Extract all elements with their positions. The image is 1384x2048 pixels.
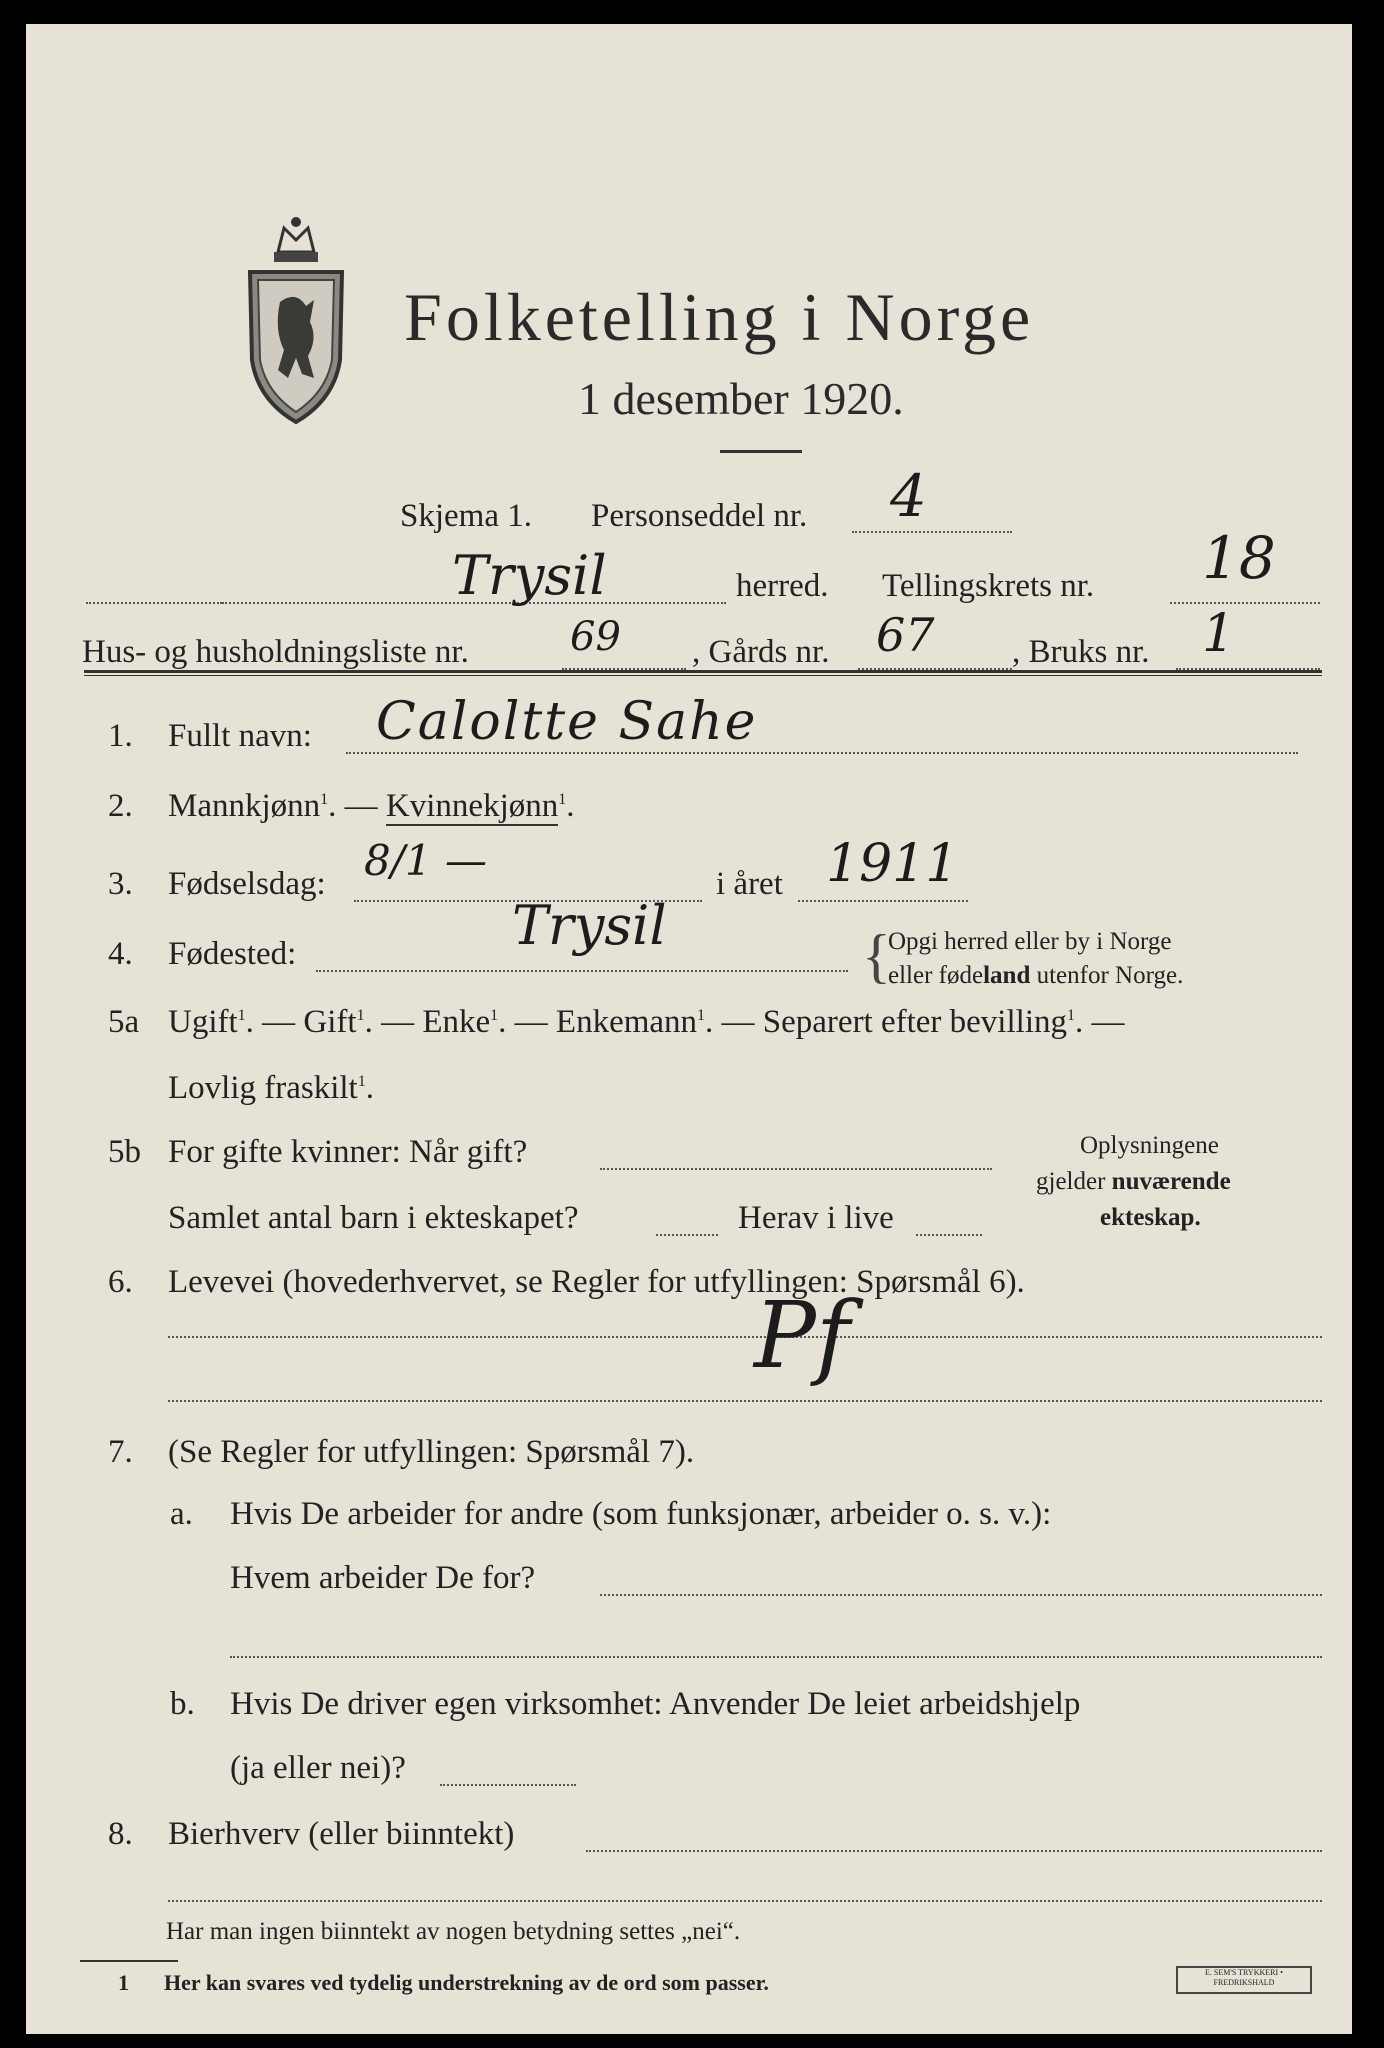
q5b-note-3: ekteskap. bbox=[1100, 1204, 1201, 1231]
q4-line bbox=[316, 970, 848, 972]
tellingskrets-label: Tellingskrets nr. bbox=[882, 568, 1095, 604]
q3-year-line bbox=[798, 900, 968, 902]
husholdning-label: Hus- og husholdningsliste nr. bbox=[82, 634, 469, 670]
birthplace-value: Trysil bbox=[512, 894, 667, 957]
q6-line-1 bbox=[168, 1336, 1322, 1338]
header-rule-thin bbox=[84, 675, 1322, 676]
q7a-line-2 bbox=[230, 1656, 1322, 1658]
q2-number: 2. bbox=[108, 788, 133, 824]
title-divider bbox=[720, 450, 802, 453]
gards-value: 67 bbox=[876, 608, 935, 662]
q7b-line bbox=[440, 1784, 576, 1786]
q7a-line-1 bbox=[600, 1594, 1322, 1596]
personseddel-value: 4 bbox=[890, 462, 927, 530]
q7a-label: Hvis De arbeider for andre (som funksjonær, arbeider o. s. v.): bbox=[230, 1496, 1052, 1532]
gards-label: , Gårds nr. bbox=[692, 634, 830, 670]
footnote-rule bbox=[80, 1960, 178, 1962]
herred-label: herred. bbox=[736, 568, 829, 604]
personseddel-line bbox=[852, 531, 1012, 533]
biinntekt-note: Har man ingen biinntekt av nogen betydning settes „nei“. bbox=[166, 1918, 741, 1945]
q1-label: Fullt navn: bbox=[168, 718, 312, 754]
q8-line-2 bbox=[168, 1900, 1322, 1902]
census-form-page bbox=[26, 24, 1352, 2034]
q4-number: 4. bbox=[108, 936, 133, 972]
q5b-alive-label: Herav i live bbox=[738, 1200, 894, 1236]
q3-label: Fødselsdag: bbox=[168, 866, 326, 902]
footnote-text: Her kan svares ved tydelig understrekning av de ord som passer. bbox=[164, 1970, 769, 1995]
q5b-children-label: Samlet antal barn i ekteskapet? bbox=[168, 1200, 579, 1236]
q6-number: 6. bbox=[108, 1264, 133, 1300]
header-rule bbox=[84, 670, 1322, 673]
status-fraskilt[interactable]: Lovlig fraskilt bbox=[168, 1070, 358, 1106]
status-separert[interactable]: . — Separert efter bevilling bbox=[705, 1004, 1067, 1040]
tellingskrets-line bbox=[1170, 602, 1320, 604]
q3-year-label: i året bbox=[716, 866, 783, 902]
q6-line-2 bbox=[168, 1400, 1322, 1402]
census-date: 1 desember 1920. bbox=[578, 373, 904, 424]
birthdate-value: 8/1 — bbox=[364, 836, 487, 885]
form-title: Folketelling i Norge bbox=[404, 279, 1035, 355]
occupation-value: Pf bbox=[754, 1282, 850, 1389]
q7-label: (Se Regler for utfyllingen: Spørsmål 7). bbox=[168, 1434, 695, 1470]
gender-options: Mannkjønn$^1$. — Kvinnekjønn$^1$. bbox=[168, 788, 575, 824]
q7b-question: (ja eller nei)? bbox=[230, 1750, 406, 1786]
q7a-question: Hvem arbeider De for? bbox=[230, 1560, 536, 1596]
status-enkemann[interactable]: . — Enkemann bbox=[498, 1004, 698, 1040]
tellingskrets-value: 18 bbox=[1202, 524, 1276, 592]
marital-status-options: Ugift$^1$. — Gift$^1$. — Enke$^1$. — Enkemann$^1$. — Separert efter bevilling$^1$. — bbox=[168, 1004, 1125, 1040]
printer-stamp: E. SEM'S TRYKKERI • FREDRIKSHALD bbox=[1176, 1966, 1312, 1994]
personseddel-label: Personseddel nr. bbox=[591, 498, 808, 534]
q5b-children-line bbox=[656, 1234, 718, 1236]
q5b-note-1: Oplysningene bbox=[1080, 1132, 1219, 1159]
q8-line-1 bbox=[586, 1850, 1322, 1852]
husholdning-value: 69 bbox=[570, 614, 621, 660]
q3-number: 3. bbox=[108, 866, 133, 902]
birth-year-value: 1911 bbox=[826, 834, 959, 894]
q7a-number: a. bbox=[170, 1496, 193, 1532]
q7b-label: Hvis De driver egen virksomhet: Anvender De leiet arbeidshjelp bbox=[230, 1686, 1081, 1722]
bruks-label: , Bruks nr. bbox=[1012, 634, 1150, 670]
status-gift[interactable]: . — Gift bbox=[245, 1004, 357, 1040]
status-fraskilt-line: Lovlig fraskilt$^1$. bbox=[168, 1070, 374, 1106]
q4-label: Fødested: bbox=[168, 936, 297, 972]
q4-note-1: Opgi herred eller by i Norge bbox=[888, 928, 1172, 955]
q4-note-2: eller fødeland utenfor Norge. bbox=[888, 962, 1184, 989]
footnote-mark: 1 bbox=[118, 1970, 129, 1995]
q5b-alive-line bbox=[916, 1234, 982, 1236]
q5b-note-2: gjelder nuværende bbox=[1036, 1168, 1231, 1195]
q1-number: 1. bbox=[108, 718, 133, 754]
q7b-number: b. bbox=[170, 1686, 195, 1722]
q1-line bbox=[346, 752, 1298, 754]
q8-number: 8. bbox=[108, 1816, 133, 1852]
herred-line-1 bbox=[86, 602, 222, 604]
q5b-number: 5b bbox=[108, 1134, 141, 1170]
q5b-married-line bbox=[600, 1168, 992, 1170]
status-ugift[interactable]: Ugift bbox=[168, 1004, 238, 1040]
schema-label: Skjema 1. bbox=[400, 498, 532, 534]
q8-label: Bierhverv (eller biinntekt) bbox=[168, 1816, 515, 1852]
q7-number: 7. bbox=[108, 1434, 133, 1470]
status-enke[interactable]: . — Enke bbox=[364, 1004, 491, 1040]
full-name-value: Caloltte Sahe bbox=[376, 692, 758, 752]
q5b-label: For gifte kvinner: Når gift? bbox=[168, 1134, 528, 1170]
q6-label: Levevei (hovederhvervet, se Regler for utfyllingen: Spørsmål 6). bbox=[168, 1264, 1025, 1300]
bruks-value: 1 bbox=[1202, 604, 1236, 664]
norway-coat-of-arms-icon bbox=[244, 210, 348, 430]
herred-value: Trysil bbox=[452, 544, 607, 607]
gender-kvinne[interactable]: Kvinnekjønn bbox=[385, 788, 559, 824]
gender-mann[interactable]: Mannkjønn bbox=[168, 788, 321, 824]
q5a-number: 5a bbox=[108, 1004, 140, 1040]
q4-brace: { bbox=[862, 923, 891, 989]
